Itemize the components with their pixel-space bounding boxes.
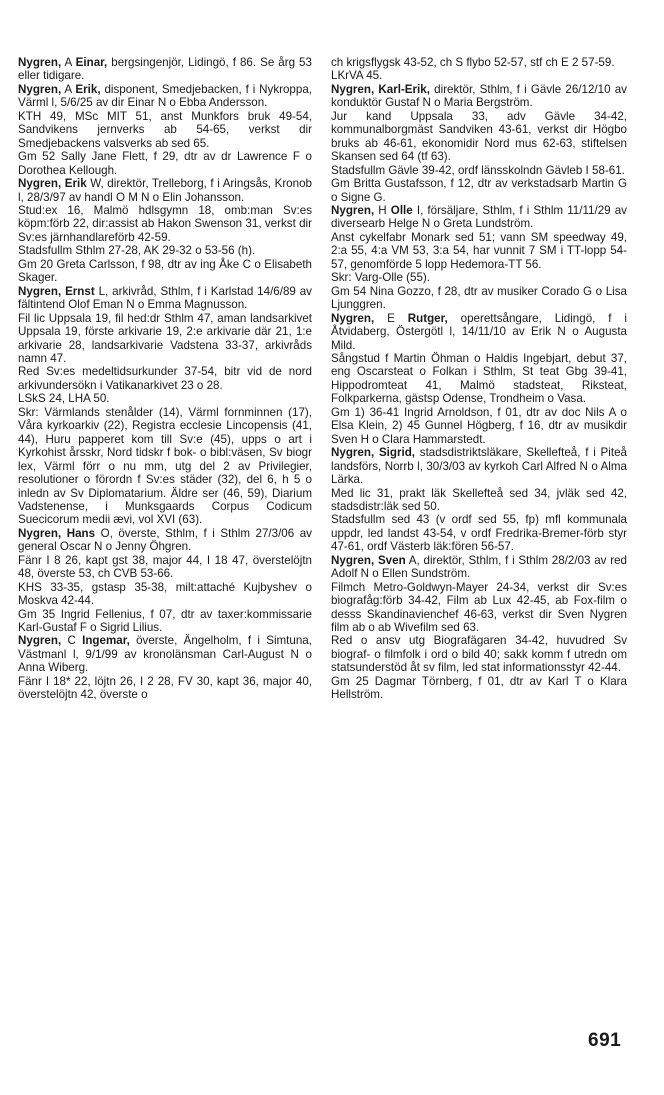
- biography-entry: [331, 312, 627, 352]
- entry-paragraph: Gm 20 Greta Carlsson, f 98, dtr av ing Åke C o Elisabeth Skager.: [18, 257, 312, 285]
- biography-entry: [331, 204, 627, 231]
- left-column: [18, 56, 312, 702]
- entry-initial: A: [64, 56, 72, 69]
- entry-given-name: Erik,: [75, 82, 101, 96]
- entry-given-name: Ingemar,: [82, 634, 130, 648]
- entry-paragraph: Fänr I 8 26, kapt gst 38, major 44, I 18 47, överstelöjtn 48, överste 53, ch CVB 53-66.: [18, 553, 312, 581]
- biography-entry: [18, 56, 312, 83]
- entry-given-name: Einar,: [75, 56, 108, 69]
- entry-paragraph: ch krigsflygsk 43-52, ch S flybo 52-57, stf ch E 2 57-59.: [331, 56, 615, 69]
- entry-given-name: Sigrid,: [378, 446, 416, 460]
- entry-paragraph: Fänr I 18* 22, löjtn 26, I 2 28, FV 30, kapt 36, major 40, överstelöjtn 42, överste o: [18, 674, 312, 702]
- entry-surname: Nygren,: [18, 177, 62, 191]
- entry-paragraph: Skr: Värmlands stenålder (14), Värml fornminnen (17), Våra kyrkoarkiv (22), Registra ecclesie Lincopensis (41, 44), Huru papperet kom till Sv:e (45), upps o art i Kyrkohist årsskr, Nord tidskr f bok- o bibl:väsen, Sv biogr lex, Värml förr o nu mm, utg del 2 av Privilegier, resolutioner o förordn f Sv:es städer (32), del 6, h 5 o inledn av Sv Diplomatarium. Äldre ser (46, 59), Diarium Vadstenense, i Munksgaards Corpus Codicum Suecicorum medii ævi, vol XVI (63).: [18, 405, 312, 527]
- entry-paragraph: Gm 52 Sally Jane Flett, f 29, dtr av dr Lawrence F o Dorothea Kellough.: [18, 150, 312, 177]
- entry-initial: E: [387, 311, 395, 325]
- entry-details: W, direktör, Trelleborg, f i Aringsås, Kronob l, 28/3/97 av handl O M N o Elin Johansson.: [18, 177, 312, 204]
- page-number: 691: [588, 1030, 622, 1051]
- entry-paragraph: Skr: Varg-Olle (55).: [331, 271, 430, 285]
- entry-initial: H: [378, 203, 387, 217]
- entry-details: överste, Ängelholm, f i Simtuna, Västmanl l, 9/1/99 av kronolänsman Carl-August N o Anna Wiberg.: [18, 634, 312, 675]
- biography-entry: [18, 527, 312, 554]
- entry-paragraph: KTH 49, MSc MIT 51, anst Munkfors bruk 49-54, Sandvikens jernverks ab 54-65, verkst dir Smedjebackens valsverks ab sed 65.: [18, 109, 312, 150]
- biography-entry: [331, 83, 627, 110]
- entry-given-name: Karl-Erik,: [378, 82, 430, 96]
- entry-details: O, överste, Sthlm, f i Sthlm 27/3/06 av general Oscar N o Jenny Öhgren.: [18, 526, 312, 554]
- entry-paragraph: Stud:ex 16, Malmö hdlsgymn 18, omb:man Sv:es köpm:förb 22, dir:assist ab Hakon Swenson 31, verkst dir Sv:es järnhandlareförb 42-59.: [18, 203, 312, 244]
- entry-details: stadsdistriktsläkare, Skellefteå, f i Piteå landsförs, Norrb l, 30/3/03 av kyrkoh Carl Alfred N o Alma Lärka.: [331, 446, 627, 487]
- biography-entry: [18, 285, 312, 312]
- entry-paragraph: Sångstud f Martin Öhman o Haldis Ingebjart, debut 37, eng Oscarsteat o Folkan i Sthlm, St teat Gbg 39-41, Hippodromteat 41, Malmö stadsteat, Riksteat, Folkparkerna, gästsp Odense, Trondheim o Vasa.: [331, 351, 627, 406]
- entry-paragraph: Gm 35 Ingrid Fellenius, f 07, dtr av taxer:kommissarie Karl-Gustaf F o Sigrid Lilius.: [18, 607, 312, 635]
- entry-paragraph: Anst cykelfabr Monark sed 51; vann SM speedway 49, 2:a 55, 4:a VM 53, 3:a 54, har vunnit 7 SM i TT-lopp 54-57, genomförde 5 lopp Hedemora-TT 56.: [331, 230, 627, 271]
- entry-paragraph: Stadsfullm sed 43 (v ordf sed 55, fp) mfl kommunala uppdr, led landst 43-54, v ordf Fredrika-Bremer-förb styr 47-61, ordf Västerb läk:fören 56-57.: [331, 513, 627, 554]
- entry-paragraph: Med lic 31, prakt läk Skellefteå sed 34, jvläk sed 42, stadsdistr:läk sed 50.: [331, 486, 627, 513]
- entry-details: I, försäljare, Sthlm, f i Sthlm 11/11/29 av diversearb Helge N o Greta Lundström.: [331, 203, 627, 231]
- biography-entry: [331, 554, 627, 581]
- entry-details: operettsångare, Lidingö, f i Åtvidaberg, Östergötl l, 14/11/10 av Erik N o Augusta Mild.: [331, 311, 627, 352]
- right-column: [331, 56, 627, 702]
- entry-details: disponent, Smedjebacken, f i Nykroppa, Värml l, 5/6/25 av dir Einar N o Ebba Andersson.: [18, 82, 312, 110]
- entry-paragraph: Fil lic Uppsala 19, fil hed:dr Sthlm 47, aman landsarkivet Uppsala 19, förste arkivarie 19, 2:e arkivarie där 21, 1:e arkivarie 28, landsarkivarie Vadstena 33-37, arkivråds namn 47.: [18, 311, 312, 365]
- entry-details: bergsingenjör, Lidingö, f 86. Se årg 53 eller tidigare.: [18, 56, 312, 83]
- entry-surname: Nygren,: [18, 56, 62, 69]
- entry-paragraph: Red Sv:es medeltidsurkunder 37-54, bitr vid de nord arkivundersökn i Vatikanarkivet 23 o 28.: [18, 365, 312, 392]
- entry-paragraph: LKrVA 45.: [331, 69, 383, 83]
- entry-surname: Nygren,: [18, 284, 62, 298]
- entry-surname: Nygren,: [331, 553, 375, 567]
- entry-initial: A: [64, 82, 72, 96]
- entry-given-name: Rutger,: [407, 311, 448, 325]
- entry-paragraph: Stadsfullm Gävle 39-42, ordf länsskolndn Gävleb I 58-61.: [331, 163, 625, 177]
- entry-paragraph: Filmch Metro-Goldwyn-Mayer 24-34, verkst dir Sv:es biografåg:förb 34-42, Film ab Lux 42-45, ab Fox-film o desss Skandinavienchef 46-63, verkst dir Sven Nygren film ab o ab Wivefilm sed 63.: [331, 580, 627, 635]
- entry-initial: C: [67, 634, 76, 648]
- entry-details: L, arkivråd, Sthlm, f i Karlstad 14/6/89 av fältintend Olof Eman N o Emma Magnusson.: [18, 284, 312, 312]
- entry-surname: Nygren,: [18, 82, 62, 96]
- entry-surname: Nygren,: [331, 311, 375, 325]
- biography-entry: [18, 177, 312, 204]
- entry-given-name: Sven: [377, 553, 406, 567]
- entry-surname: Nygren,: [18, 526, 62, 540]
- entry-surname: Nygren,: [18, 634, 62, 648]
- entry-given-name: Ernst: [65, 284, 95, 298]
- entry-given-name: Olle: [390, 203, 413, 217]
- entry-paragraph: Gm Britta Gustafsson, f 12, dtr av verkstadsarb Martin G o Signe G.: [331, 177, 627, 204]
- entry-paragraph: Red o ansv utg Biografägaren 34-42, huvudred Sv biograf- o filmfolk i ord o bild 40; sakk komm f utredn om statsunderstöd åt sv film, led stat informationsstyr 42-44.: [331, 634, 627, 675]
- entry-paragraph: Stadsfullm Sthlm 27-28, AK 29-32 o 53-56 (h).: [18, 244, 256, 258]
- entry-details: direktör, Sthlm, f i Gävle 26/12/10 av konduktör Gustaf N o Maria Bergström.: [331, 82, 627, 110]
- entry-paragraph: Jur kand Uppsala 33, adv Gävle 34-42, kommunalborgmäst Sandviken 43-61, verkst dir Högbo bruks ab 46-61, ekonomidir Nord mus 62-63, stiftelsen Skansen sed 64 (tf 63).: [331, 109, 627, 164]
- entry-details: A, direktör, Sthlm, f i Sthlm 28/2/03 av red Adolf N o Ellen Sundström.: [331, 553, 627, 581]
- entry-given-name: Hans: [66, 526, 96, 540]
- entry-paragraph: LSkS 24, LHA 50.: [18, 392, 110, 406]
- entry-surname: Nygren,: [331, 446, 375, 460]
- entry-paragraph: Gm 1) 36-41 Ingrid Arnoldson, f 01, dtr av doc Nils A o Elsa Klein, 2) 45 Gunnel Högberg, f 16, dtr av musikdir Sven H o Clara Hammarstedt.: [331, 405, 627, 446]
- biography-entry: [18, 83, 312, 110]
- entry-given-name: Erik: [64, 177, 87, 191]
- entry-paragraph: Gm 25 Dagmar Törnberg, f 01, dtr av Karl T o Klara Hellström.: [331, 674, 627, 702]
- entry-surname: Nygren,: [331, 82, 375, 96]
- biography-entry: [18, 634, 312, 674]
- entry-paragraph: Gm 54 Nina Gozzo, f 28, dtr av musiker Corado G o Lisa Ljunggren.: [331, 284, 627, 312]
- biography-entry: [331, 446, 627, 486]
- entry-paragraph: KHS 33-35, gstasp 35-38, milt:attaché Kujbyshev o Moskva 42-44.: [18, 580, 312, 608]
- entry-surname: Nygren,: [331, 203, 375, 217]
